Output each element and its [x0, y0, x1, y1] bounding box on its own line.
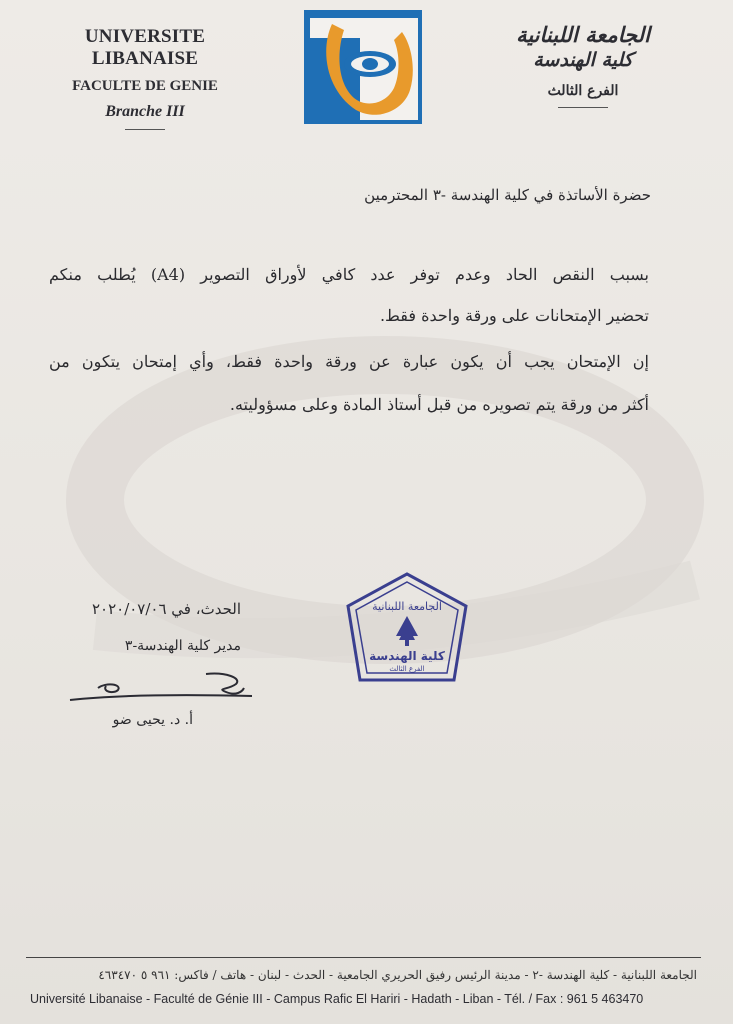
faculty-name-fr: FACULTE DE GENIE: [72, 78, 218, 94]
university-name-ar: الجامعة اللبنانية: [516, 22, 650, 47]
footer-rule: [26, 957, 701, 958]
paragraph-2-line-2: أكثر من ورقة يتم تصويره من قبل أستاذ المادة وعلى مسؤوليته.: [229, 395, 649, 414]
stamp-top-text: الجامعة اللبنانية: [372, 600, 442, 613]
footer-address-ar: الجامعة اللبنانية - كلية الهندسة -٢ - مدينة الرئيس رفيق الحريري الجامعية - الحدث - لبنان - هاتف / فاكس: ٩٦١ ٥ ٤٦٣٤٧٠: [98, 968, 697, 982]
stamp-middle-text: كلية الهندسة: [369, 649, 445, 663]
faculty-name-ar: كلية الهندسة: [533, 49, 633, 71]
official-stamp: [344, 570, 470, 694]
salutation: حضرة الأساتذة في كلية الهندسة -٣ المحترمين: [364, 186, 651, 204]
university-name-fr: UNIVERSITE LIBANAISE: [84, 26, 206, 69]
footer-address-fr: Université Libanaise - Faculté de Génie III - Campus Rafic El Hariri - Hadath - Liban - Tél. / Fax : 961 5 463470: [30, 992, 644, 1006]
header-left: [30, 26, 260, 130]
paragraph-2-line-1: إن الإمتحان يجب أن يكون عبارة عن ورقة واحدة فقط، وأي إمتحان يتكون من: [49, 352, 649, 371]
header-right-rule: [558, 107, 608, 108]
handwritten-signature: [66, 666, 256, 710]
paragraph-1-line-2: تحضير الإمتحانات على ورقة واحدة فقط.: [379, 306, 649, 325]
header-right: [483, 22, 683, 108]
paragraph-1-line-1: بسبب النقص الحاد وعدم توفر عدد كافي لأوراق التصوير (A4) يُطلب منكم: [49, 265, 649, 284]
header-left-rule: [125, 129, 165, 130]
university-logo: [304, 10, 422, 124]
stamp-bottom-text: الفرع الثالث: [389, 665, 425, 673]
dean-title: مدير كلية الهندسة-٣: [124, 638, 241, 654]
signer-name: أ. د. يحيى ضو: [112, 712, 193, 728]
letter-date: الحدث، في ٢٠٢٠/٠٧/٠٦: [91, 600, 241, 618]
branch-name-fr: Branche III: [105, 103, 185, 120]
branch-name-ar: الفرع الثالث: [547, 83, 619, 99]
